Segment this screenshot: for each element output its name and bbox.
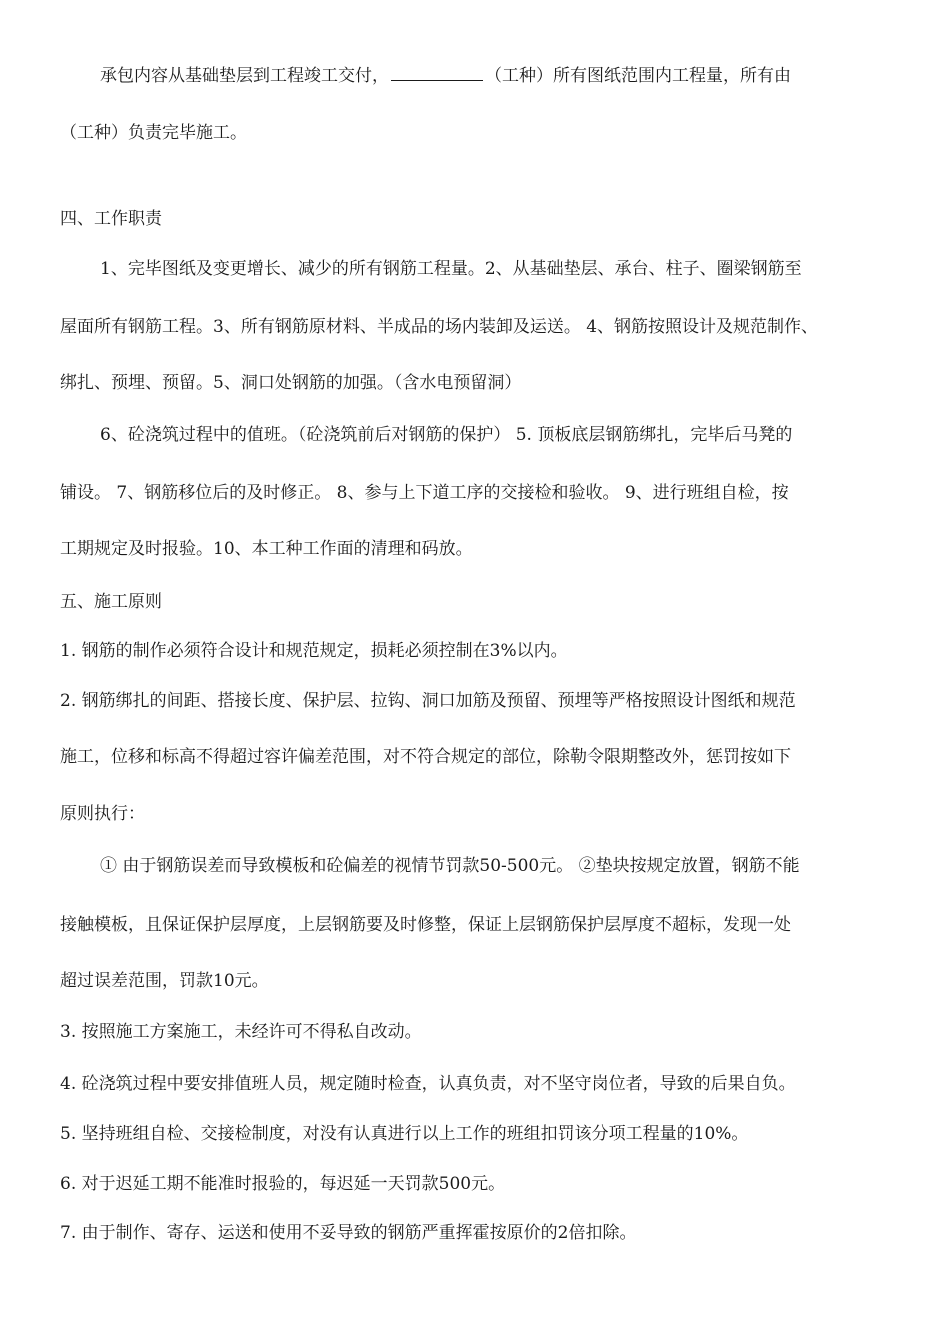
section-4-line: 6、砼浇筑过程中的值班。（砼浇筑前后对钢筋的保护） 5. 顶板底层钢筋绑扎，完毕后马凳的 xyxy=(100,425,793,445)
contract-line-1 xyxy=(100,64,791,87)
principle-item-3: 3. 按照施工方案施工，未经许可不得私自改动。 xyxy=(60,1022,422,1042)
section-4-line: 屋面所有钢筋工程。3、所有钢筋原材料、半成品的场内装卸及运送。 4、钢筋按照设计及规范制作、 xyxy=(60,317,819,337)
section-4-line: 绑扎、预埋、预留。5、洞口处钢筋的加强。（含水电预留洞） xyxy=(60,373,522,393)
principle-item-6: 6. 对于迟延工期不能准时报验的，每迟延一天罚款500元。 xyxy=(60,1174,506,1194)
section-4-line: 铺设。 7、钢筋移位后的及时修正。 8、参与上下道工序的交接检和验收。 9、进行班组自检，按 xyxy=(60,483,789,503)
section-4-line: 工期规定及时报验。10、本工种工作面的清理和码放。 xyxy=(60,539,473,559)
principle-item-7: 7. 由于制作、寄存、运送和使用不妥导致的钢筋严重挥霍按原价的2倍扣除。 xyxy=(60,1223,637,1243)
principle-item-2-line: 施工，位移和标高不得超过容许偏差范围，对不符合规定的部位，除勒令限期整改外，惩罚按如下 xyxy=(60,747,791,767)
section-4-heading: 四、工作职责 xyxy=(60,209,162,229)
principle-item-5: 5. 坚持班组自检、交接检制度，对没有认真进行以上工作的班组扣罚该分项工程量的10%。 xyxy=(60,1124,749,1144)
section-5-heading: 五、施工原则 xyxy=(60,592,162,612)
penalty-subitem-line: 超过误差范围，罚款10元。 xyxy=(60,971,269,991)
contract-text-before-blank: 承包内容从基础垫层到工程竣工交付， xyxy=(100,66,389,86)
penalty-subitem-line: 接触模板，且保证保护层厚度，上层钢筋要及时修整，保证上层钢筋保护层厚度不超标，发现一处 xyxy=(60,915,791,935)
fill-in-blank xyxy=(391,64,483,81)
principle-item-2-line: 原则执行： xyxy=(60,804,145,824)
penalty-subitem-line: ① 由于钢筋误差而导致模板和砼偏差的视情节罚款50-500元。 ②垫块按规定放置，钢筋不能 xyxy=(100,856,800,876)
contract-text-after-blank: （工种）所有图纸范围内工程量，所有由 xyxy=(485,66,791,86)
section-4-line: 1、完毕图纸及变更增长、减少的所有钢筋工程量。2、从基础垫层、承台、柱子、圈梁钢筋至 xyxy=(100,259,802,279)
principle-item-4: 4. 砼浇筑过程中要安排值班人员，规定随时检查，认真负责，对不坚守岗位者，导致的后果自负。 xyxy=(60,1074,796,1094)
principle-item-1: 1. 钢筋的制作必须符合设计和规范规定，损耗必须控制在3%以内。 xyxy=(60,641,568,661)
principle-item-2-line: 2. 钢筋绑扎的间距、搭接长度、保护层、拉钩、洞口加筋及预留、预埋等严格按照设计图纸和规范 xyxy=(60,691,796,711)
contract-line-2: （工种）负责完毕施工。 xyxy=(60,123,247,143)
